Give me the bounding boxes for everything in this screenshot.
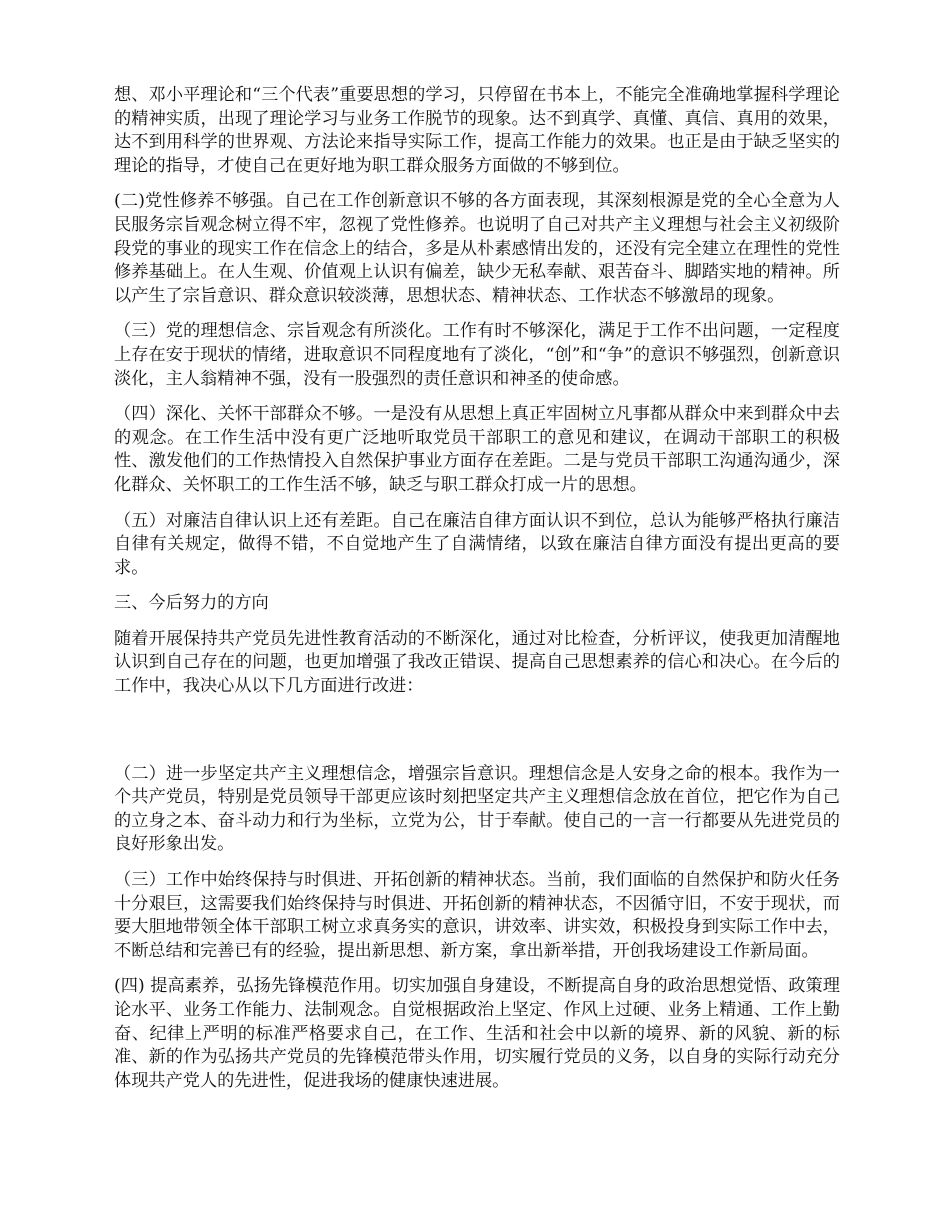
paragraph-care-for-masses: （四）深化、关怀干部群众不够。一是没有从思想上真正牢固树立凡事都从群众中来到群众中去的观念。在工作生活中没有更广泛地听取党员干部职工的意见和建议，在调动干部职工的积极性、激发他们的工作热情投入自然保护事业方面存在差距。二是与党员干部职工沟通沟通少，深化群众、关怀职工的工作生活不够，缺乏与职工群众打成一片的思想。 [114, 404, 840, 495]
paragraph-theory-study: 想、邓小平理论和“三个代表”重要思想的学习，只停留在书本上，不能完全准确地掌握科学理论的精神实质，出现了理论学习与业务工作脱节的现象。达不到真学、真懂、真信、真用的效果，达不到用科学的世界观、方法论来指导实际工作，提高工作能力的效果。也正是由于缺乏坚实的理论的指导，才使自己在更好地为职工群众服务方面做的不够到位。 [114, 85, 840, 176]
paragraph-ideals-faith: （三）党的理想信念、宗旨观念有所淡化。工作有时不够深化，满足于工作不出问题，一定程度上存在安于现状的情绪，进取意识不同程度地有了淡化，“创”和“争”的意识不够强烈，创新意识淡化，主人翁精神不强，没有一股强烈的责任意识和神圣的使命感。 [114, 321, 840, 389]
paragraph-intro: 随着开展保持共产党员先进性教育活动的不断深化，通过对比检查，分析评议，使我更加清醒地认识到自己存在的问题，也更加增强了我改正错误、提高自己思想素养的信心和决心。在今后的工作中，我决心从以下几方面进行改进： [114, 628, 840, 697]
paragraph-firm-ideals: （二）进一步坚定共产主义理想信念，增强宗旨意识。理想信念是人安身之命的根本。我作为一个共产党员，特别是党员领导干部更应该时刻把坚定共产主义理想信念放在首位，把它作为自己的立身之本、奋斗动力和行为坐标，立党为公，甘于奉献。使自己的一言一行都要从先进党员的良好形象出发。 [114, 763, 840, 855]
paragraph-keep-pace: （三）工作中始终保持与时俱进、开拓创新的精神状态。当前，我们面临的自然保护和防火任务十分艰巨，这需要我们始终保持与时俱进、开拓创新的精神状态，不因循守旧，不安于现状，而要大胆地带领全体干部职工树立求真务实的意识，讲效率、讲实效，积极投身到实际工作中去，不断总结和完善已有的经验，提出新思想、新方案，拿出新举措，开创我场建设工作新局面。 [114, 870, 840, 961]
paragraph-integrity: （五）对廉洁自律认识上还有差距。自己在廉洁自律方面认识不到位，总认为能够严格执行廉洁自律有关规定，做得不错，不自觉地产生了自满情绪，以致在廉洁自律方面没有提出更高的要求。 [114, 510, 840, 578]
blank-gap [114, 711, 840, 763]
paragraph-vanguard-role: (四) 提高素养，弘扬先锋模范作用。切实加强自身建设，不断提高自身的政治思想觉悟、政策理论水平、业务工作能力、法制观念。自觉根据政治上坚定、作风上过硬、业务上精通、工作上勤奋、纪律上严明的标准严格要求自己，在工作、生活和社会中以新的境界、新的风貌、新的标准、新的作为弘扬共产党员的先锋模范带头作用，切实履行党员的义务，以自身的实际行动充分体现共产党人的先进性，促进我场的健康快速进展。 [114, 976, 840, 1091]
section-heading: 三、今后努力的方向 [114, 593, 269, 614]
paragraph-party-spirit: (二)党性修养不够强。自己在工作创新意识不够的各方面表现，其深刻根源是党的全心全意为人民服务宗旨观念树立得不牢，忽视了党性修养。也说明了自己对共产主义理想与社会主义初级阶段党的事业的现实工作在信念上的结合，多是从朴素感情出发的，还没有完全建立在理性的党性修养基础上。在人生观、价值观上认识有偏差，缺少无私奉献、艰苦奋斗、脚踏实地的精神。所以产生了宗旨意识、群众意识较淡薄，思想状态、精神状态、工作状态不够激昂的现象。 [114, 191, 840, 306]
